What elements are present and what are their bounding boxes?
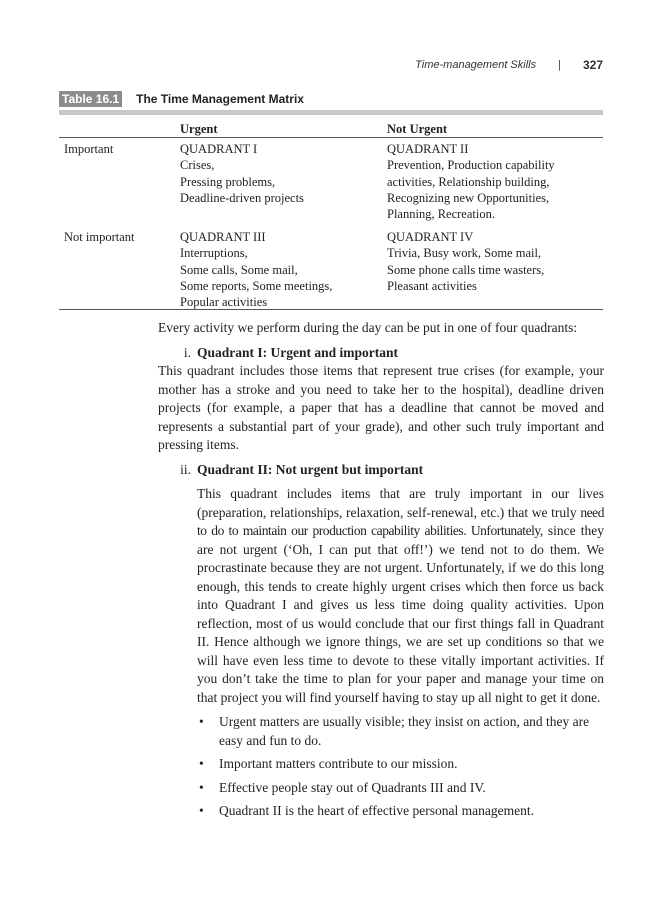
column-header-urgent: Urgent bbox=[180, 122, 218, 136]
cell-line: activities, Relationship building, bbox=[387, 174, 550, 189]
cell-line: Some reports, Some meetings, bbox=[180, 278, 333, 293]
bullet-text: Important matters contribute to our mission. bbox=[219, 756, 458, 771]
cell-line: Crises, bbox=[180, 158, 215, 173]
cell-line: Popular activities bbox=[180, 295, 268, 310]
table-caption bbox=[59, 91, 304, 107]
list-item bbox=[197, 779, 604, 798]
bullet-text: Urgent matters are usually visible; they insist on action, and they are easy and fun to do. bbox=[219, 714, 590, 748]
list-item bbox=[197, 802, 604, 821]
row-label-not-important: Not important bbox=[64, 230, 135, 244]
page-number: 327 bbox=[582, 58, 603, 72]
quadrant-title: Quadrant II: Not urgent but important bbox=[197, 461, 424, 477]
running-header-section: Time-management Skills bbox=[415, 59, 537, 71]
list-number: ii. bbox=[180, 461, 191, 477]
bullet-icon: • bbox=[199, 756, 204, 771]
body-text bbox=[158, 319, 604, 826]
cell-line: Pleasant activities bbox=[387, 278, 477, 293]
table-label: Table 16.1 bbox=[59, 91, 122, 107]
bullet-icon: • bbox=[199, 714, 204, 729]
running-header bbox=[415, 58, 603, 72]
bullet-list bbox=[197, 713, 604, 821]
list-item bbox=[197, 755, 604, 774]
cell-line: Some phone calls time wasters, bbox=[387, 262, 545, 277]
cell-line: Pressing problems, bbox=[180, 174, 276, 189]
header-separator: | bbox=[558, 59, 561, 71]
cell-line: Deadline-driven projects bbox=[180, 190, 304, 205]
quadrant-1-heading bbox=[158, 344, 604, 363]
intro-paragraph: Every activity we perform during the day can be put in one of four quadrants: bbox=[158, 320, 578, 335]
quadrant-2-heading bbox=[158, 461, 604, 480]
cell-line: Planning, Recreation. bbox=[387, 207, 495, 222]
paragraph-text: since they are not urgent (‘Oh, I can put that off!’) we tend not to do them. We procrastinate because they are not urgent. Unfortunately, if we do this long enough, this tends to create highly urgent crises which then force us back into Quadrant I and gives us less time doing quality activities. Upon reflection, most of us would conclude that our first things fall in Quadrant II. Hence although we ignore things, we are set up conditions so that we will have even less time to devote to these vitally important activities. If you don’t take the time to plan for your paper and manage your time on that project you will find yourself having to stay up all night to get it done. bbox=[197, 523, 605, 705]
quadrant-2-paragraph bbox=[197, 485, 604, 707]
bullet-text: Effective people stay out of Quadrants III and IV. bbox=[219, 779, 486, 795]
quadrant-1-paragraph: This quadrant includes those items that represent true crises (for example, your mother has a stroke and you need to take her to the hospital), deadline driven projects (for example, a paper that has a deadline that cannot be moved and represents a substantial part of your grade), and other such truly important and pressing items. bbox=[158, 363, 604, 452]
paragraph-text: This quadrant includes items that are truly important in our lives (preparation, relationships, relaxation, self-renewal, etc.) that we truly bbox=[197, 486, 604, 520]
column-header-not-urgent: Not Urgent bbox=[387, 122, 448, 136]
list-number: i. bbox=[183, 344, 191, 360]
cell-line: Some calls, Some mail, bbox=[180, 262, 298, 277]
bullet-text: Quadrant II is the heart of effective personal management. bbox=[219, 803, 534, 818]
table-header-rule bbox=[59, 137, 603, 138]
cell-line: Interruptions, bbox=[180, 246, 248, 261]
cell-quadrant-3 bbox=[180, 229, 332, 310]
cell-line: Prevention, Production capability bbox=[387, 158, 555, 173]
cell-line: Recognizing new Opportunities, bbox=[387, 190, 550, 205]
cell-quadrant-4 bbox=[387, 229, 544, 294]
cell-line: QUADRANT I bbox=[180, 142, 258, 156]
cell-line: QUADRANT III bbox=[180, 230, 266, 244]
table-title: The Time Management Matrix bbox=[136, 92, 304, 106]
bullet-icon: • bbox=[199, 803, 204, 818]
list-item bbox=[197, 713, 604, 750]
table-top-rule bbox=[59, 110, 603, 115]
row-label-important: Important bbox=[64, 142, 114, 156]
cell-line: Trivia, Busy work, Some mail, bbox=[387, 246, 542, 261]
bullet-icon: • bbox=[199, 779, 204, 795]
cell-line: QUADRANT II bbox=[387, 142, 469, 156]
cell-quadrant-1 bbox=[180, 141, 304, 206]
quadrant-title: Quadrant I: Urgent and important bbox=[197, 344, 399, 360]
table-bottom-rule bbox=[59, 309, 603, 310]
cell-quadrant-2 bbox=[387, 141, 555, 222]
cell-line: QUADRANT IV bbox=[387, 230, 474, 244]
paragraph-text: need to do to maintain our production capability abilities. Unfortunately, bbox=[197, 504, 604, 538]
